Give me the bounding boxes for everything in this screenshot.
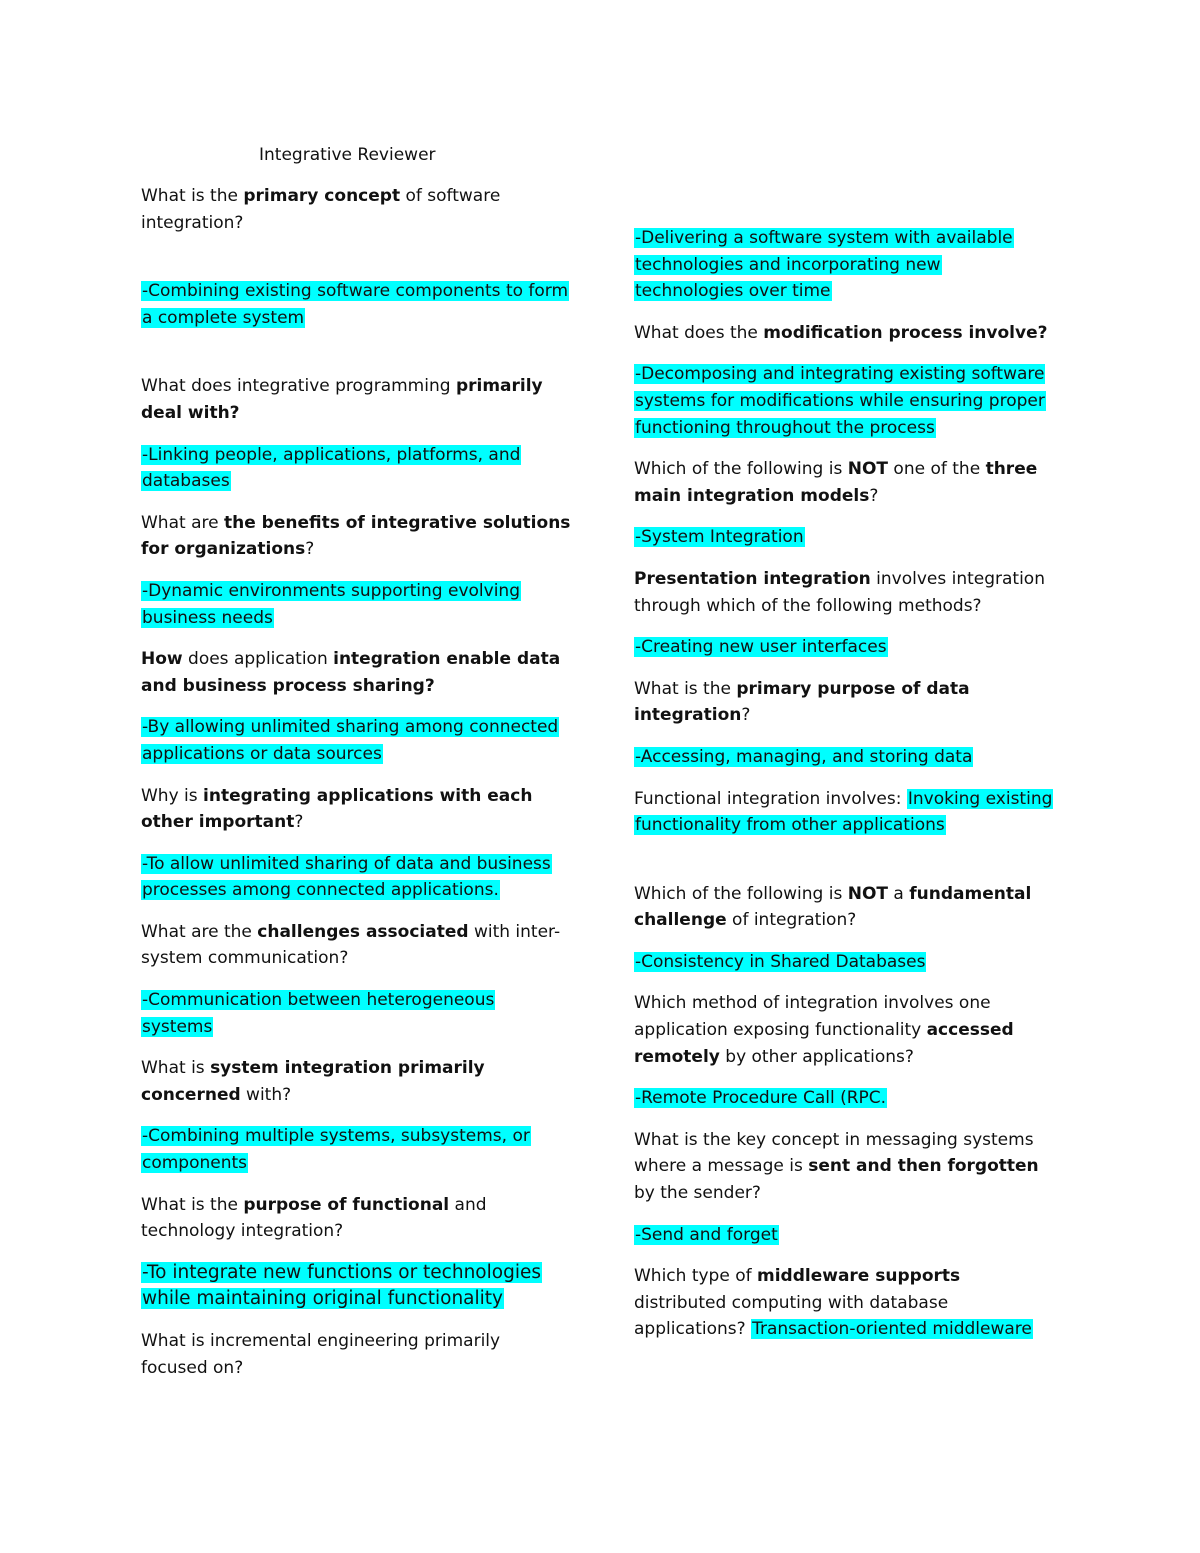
answer-2: -Linking people, applications, platforms, and databases — [142, 444, 521, 492]
answer-4: -By allowing unlimited sharing among connected applications or data sources — [142, 717, 559, 764]
question-18: Which type of middleware supports distributed computing with database applications? Transaction-oriented middleware — [634, 1266, 1032, 1340]
answer-1: -Combining existing software components to form a complete system — [142, 281, 569, 328]
answer-8: -To integrate new functions or technologies while maintaining original functionality — [142, 1261, 541, 1310]
question-17: What is the key concept in messaging systems where a message is sent and then forgotten by the sender? — [634, 1129, 1039, 1204]
document-title: Integrative Reviewer — [259, 145, 436, 165]
answer-13: -Accessing, managing, and storing data — [635, 746, 973, 767]
right-column — [634, 225, 1054, 1358]
answer-18: Transaction-oriented middleware — [752, 1319, 1032, 1340]
answer-6: -Communication between heterogeneous systems — [142, 990, 495, 1037]
answer-9: -Delivering a software system with available technologies and incorporating new technologies over time — [635, 228, 1013, 302]
question-9: What is incremental engineering primarily focused on? — [141, 1331, 501, 1378]
question-12: Presentation integration involves integration through which of the following methods? — [634, 568, 1045, 616]
answer-3: -Dynamic environments supporting evolving business needs — [142, 580, 520, 628]
answer-16: -Remote Procedure Call (RPC. — [635, 1088, 887, 1109]
question-8: What is the purpose of functional and technology integration? — [141, 1194, 487, 1242]
question-2: What does integrative programming primarily deal with? — [141, 376, 543, 423]
question-15: Which of the following is NOT a fundamental challenge of integration? — [634, 883, 1032, 931]
question-7: What is system integration primarily concerned with? — [141, 1058, 485, 1105]
answer-14: Invoking existing functionality from other applications — [635, 788, 1053, 836]
question-16: Which method of integration involves one application exposing functionality accessed remotely by other applications? — [634, 993, 1014, 1067]
answer-5: -To allow unlimited sharing of data and business processes among connected applications. — [142, 853, 551, 901]
left-column — [141, 183, 571, 1396]
question-14: Functional integration involves: Invoking existing functionality from other applications — [634, 788, 1053, 836]
question-6: What are the challenges associated with inter-system communication? — [141, 921, 561, 969]
question-11: Which of the following is NOT one of the three main integration models? — [634, 459, 1038, 506]
answer-10: -Decomposing and integrating existing software systems for modifications while ensuring proper functioning throughout the process — [635, 364, 1045, 438]
question-13: What is the primary purpose of data integration? — [634, 678, 970, 726]
answer-17: -Send and forget — [635, 1224, 778, 1245]
question-5: Why is integrating applications with each other important? — [141, 785, 533, 833]
answer-11: -System Integration — [635, 527, 804, 548]
question-10: What does the modification process involve? — [634, 322, 1048, 343]
answer-12: -Creating new user interfaces — [635, 637, 887, 658]
question-3: What are the benefits of integrative solutions for organizations? — [141, 512, 571, 560]
question-4: How does application integration enable data and business process sharing? — [141, 649, 561, 696]
answer-7: -Combining multiple systems, subsystems, or components — [142, 1126, 530, 1174]
answer-15: -Consistency in Shared Databases — [635, 951, 926, 972]
question-1: What is the primary concept of software integration? — [141, 186, 501, 233]
